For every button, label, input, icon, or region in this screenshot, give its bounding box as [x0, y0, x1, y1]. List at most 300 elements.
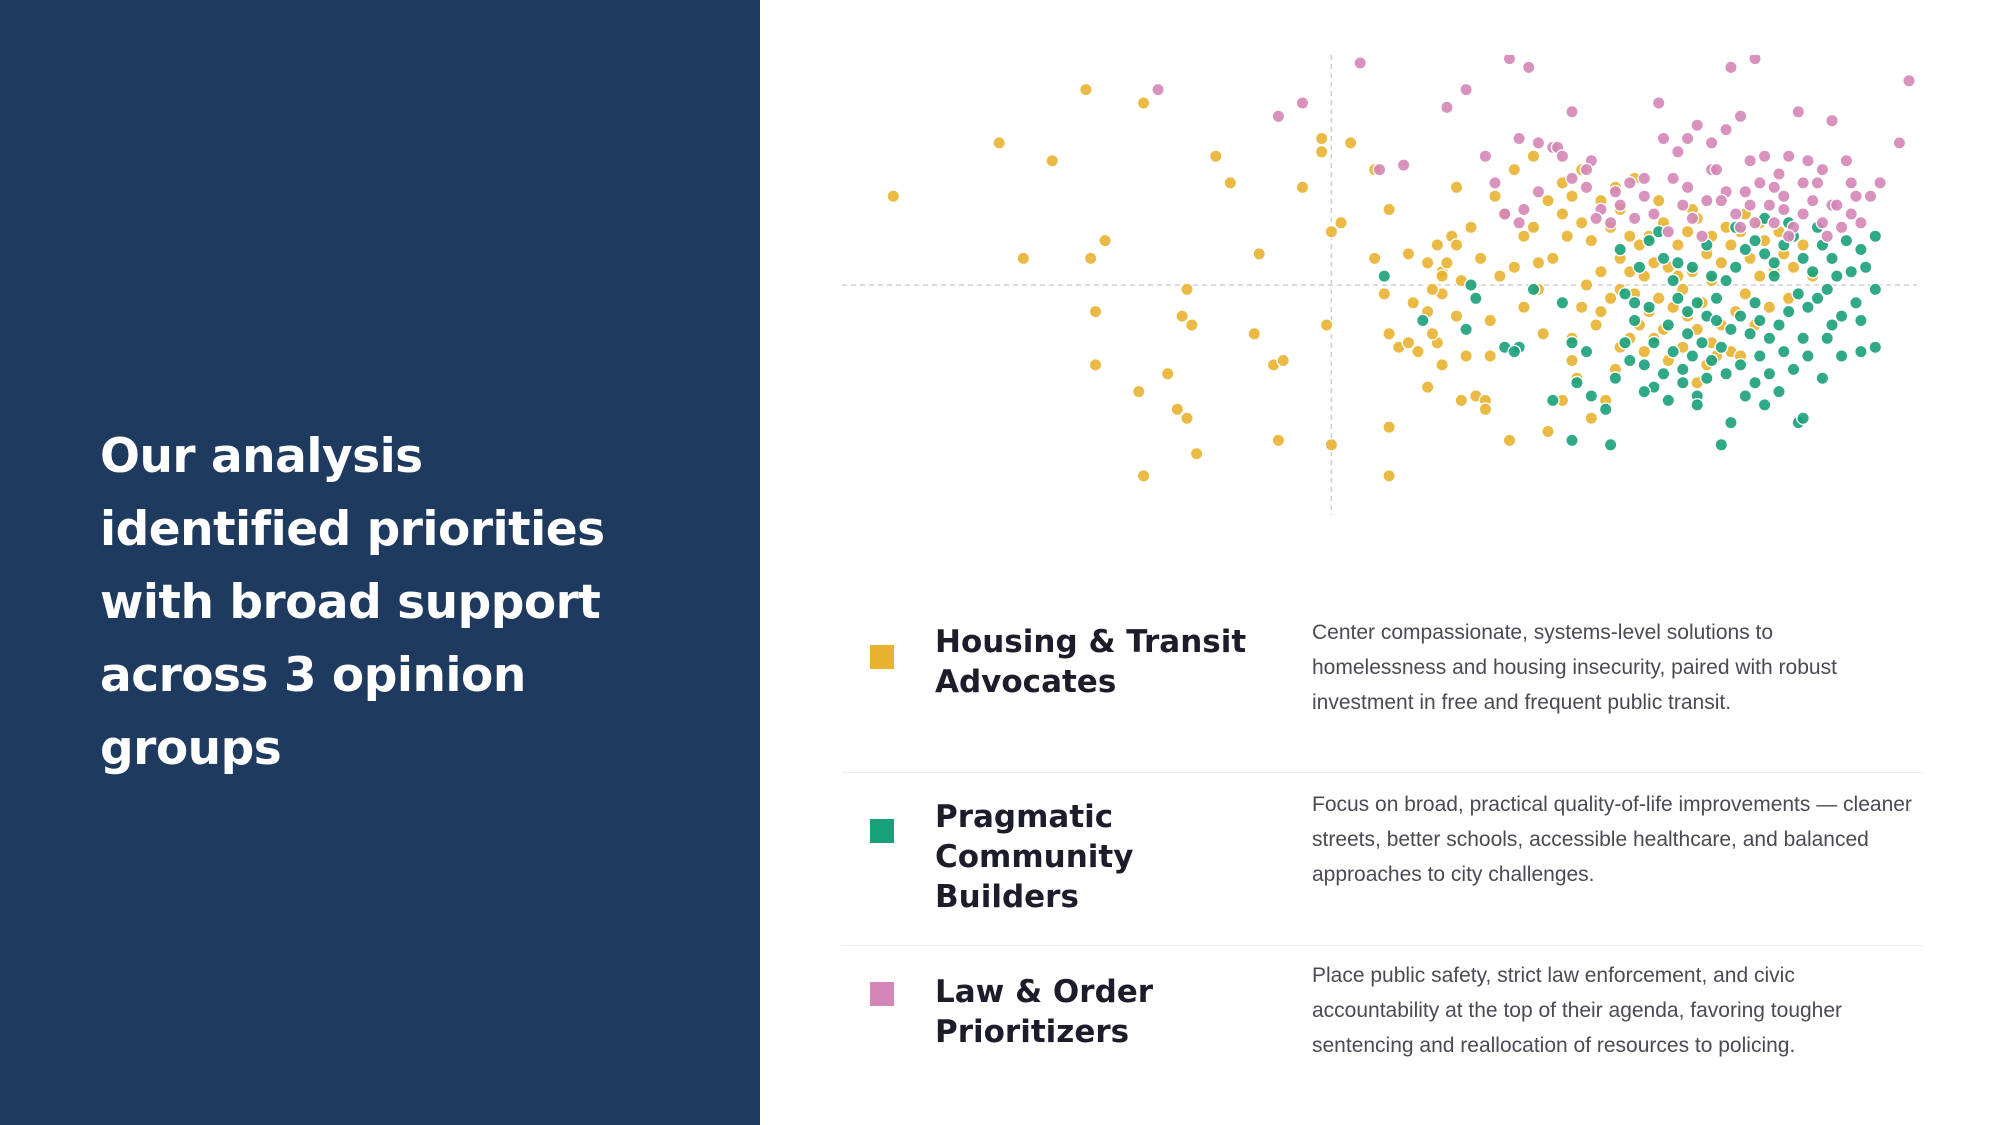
housing-point — [1580, 279, 1592, 291]
law-point — [1734, 110, 1746, 122]
law-point — [1667, 172, 1679, 184]
law-point — [1590, 212, 1602, 224]
pragmatic-point — [1778, 345, 1790, 357]
law-point — [1566, 172, 1578, 184]
pragmatic-point — [1566, 337, 1578, 349]
housing-point — [1412, 345, 1424, 357]
law-point — [1855, 217, 1867, 229]
pragmatic-point — [1734, 310, 1746, 322]
law-point — [1479, 150, 1491, 162]
pragmatic-point — [1648, 337, 1660, 349]
housing-point — [1561, 230, 1573, 242]
pragmatic-point — [1609, 372, 1621, 384]
law-point — [1768, 181, 1780, 193]
law-point — [1523, 61, 1535, 73]
housing-point — [1176, 310, 1188, 322]
law-point — [1797, 208, 1809, 220]
housing-point — [1181, 412, 1193, 424]
pragmatic-point — [1744, 328, 1756, 340]
law-point — [1739, 186, 1751, 198]
pragmatic-point — [1614, 243, 1626, 255]
housing-point — [1190, 448, 1202, 460]
housing-swatch — [870, 645, 894, 669]
law-point — [1835, 221, 1847, 233]
pragmatic-point — [1811, 292, 1823, 304]
law-point — [1701, 194, 1713, 206]
pragmatic-point — [1821, 332, 1833, 344]
law-point — [1749, 55, 1761, 65]
pragmatic-swatch — [870, 819, 894, 843]
law-point — [1730, 208, 1742, 220]
housing-point — [1585, 412, 1597, 424]
pragmatic-point — [1681, 328, 1693, 340]
law-point — [1580, 181, 1592, 193]
housing-point — [1537, 328, 1549, 340]
pragmatic-point — [1773, 385, 1785, 397]
law-point — [1648, 208, 1660, 220]
pragmatic-point — [1840, 234, 1852, 246]
law-point — [1845, 208, 1857, 220]
housing-point — [1715, 257, 1727, 269]
pragmatic-point — [1585, 390, 1597, 402]
pragmatic-point — [1705, 354, 1717, 366]
law-point — [1460, 83, 1472, 95]
housing-point — [1383, 421, 1395, 433]
housing-point — [1450, 181, 1462, 193]
housing-point — [1653, 194, 1665, 206]
housing-point — [993, 137, 1005, 149]
law-point — [1566, 106, 1578, 118]
housing-point — [1672, 239, 1684, 251]
pragmatic-point — [1739, 390, 1751, 402]
pragmatic-point — [1749, 297, 1761, 309]
housing-point — [1248, 328, 1260, 340]
housing-point — [1046, 155, 1058, 167]
pragmatic-point — [1802, 350, 1814, 362]
housing-point — [1494, 270, 1506, 282]
law-point — [1893, 137, 1905, 149]
law-point — [1681, 132, 1693, 144]
housing-point — [1436, 270, 1448, 282]
housing-point — [1763, 301, 1775, 313]
law-point — [1811, 177, 1823, 189]
housing-point — [1566, 190, 1578, 202]
law-point — [1749, 217, 1761, 229]
group-name: Housing & Transit Advocates — [935, 624, 1247, 700]
law-point — [1807, 194, 1819, 206]
pragmatic-point — [1460, 323, 1472, 335]
housing-point — [1421, 381, 1433, 393]
law-point — [1826, 115, 1838, 127]
pragmatic-point — [1465, 279, 1477, 291]
housing-point — [1181, 283, 1193, 295]
housing-point — [887, 190, 899, 202]
housing-point — [1133, 385, 1145, 397]
law-point — [1518, 203, 1530, 215]
pragmatic-point — [1672, 292, 1684, 304]
housing-point — [1426, 328, 1438, 340]
housing-point — [1508, 163, 1520, 175]
law-point — [1754, 177, 1766, 189]
housing-point — [1441, 257, 1453, 269]
pragmatic-point — [1869, 341, 1881, 353]
housing-point — [1484, 314, 1496, 326]
housing-point — [1421, 257, 1433, 269]
pragmatic-point — [1378, 270, 1390, 282]
law-point — [1903, 75, 1915, 87]
pragmatic-point — [1807, 266, 1819, 278]
law-point — [1802, 155, 1814, 167]
housing-point — [1272, 434, 1284, 446]
pragmatic-point — [1604, 439, 1616, 451]
pragmatic-point — [1831, 270, 1843, 282]
pragmatic-point — [1566, 434, 1578, 446]
law-point — [1489, 177, 1501, 189]
housing-point — [1017, 252, 1029, 264]
law-point — [1373, 163, 1385, 175]
pragmatic-point — [1739, 243, 1751, 255]
housing-point — [1089, 359, 1101, 371]
law-point — [1499, 208, 1511, 220]
pragmatic-point — [1763, 368, 1775, 380]
housing-point — [1489, 190, 1501, 202]
housing-point — [1547, 252, 1559, 264]
pragmatic-point — [1754, 350, 1766, 362]
housing-point — [1460, 350, 1472, 362]
pragmatic-point — [1773, 319, 1785, 331]
pragmatic-point — [1677, 377, 1689, 389]
housing-point — [1576, 217, 1588, 229]
law-point — [1831, 199, 1843, 211]
law-point — [1821, 230, 1833, 242]
pragmatic-point — [1768, 270, 1780, 282]
law-point — [1681, 181, 1693, 193]
pragmatic-point — [1657, 368, 1669, 380]
pragmatic-point — [1691, 399, 1703, 411]
headline-panel — [0, 0, 760, 1125]
pragmatic-point — [1821, 283, 1833, 295]
scatter-points — [887, 55, 1915, 482]
pragmatic-point — [1725, 323, 1737, 335]
pragmatic-point — [1797, 252, 1809, 264]
law-point — [1840, 155, 1852, 167]
housing-point — [1474, 252, 1486, 264]
pragmatic-point — [1869, 230, 1881, 242]
pragmatic-point — [1749, 234, 1761, 246]
pragmatic-point — [1730, 261, 1742, 273]
law-point — [1725, 61, 1737, 73]
housing-point — [1224, 177, 1236, 189]
housing-point — [1171, 403, 1183, 415]
housing-point — [1595, 305, 1607, 317]
law-point — [1797, 177, 1809, 189]
law-point — [1556, 150, 1568, 162]
law-point — [1657, 132, 1669, 144]
pragmatic-point — [1749, 377, 1761, 389]
pragmatic-point — [1720, 368, 1732, 380]
law-point — [1609, 186, 1621, 198]
pragmatic-point — [1696, 337, 1708, 349]
law-point — [1272, 110, 1284, 122]
housing-point — [1210, 150, 1222, 162]
housing-point — [1080, 83, 1092, 95]
housing-point — [1576, 301, 1588, 313]
pragmatic-point — [1571, 377, 1583, 389]
pragmatic-point — [1686, 350, 1698, 362]
law-point — [1763, 199, 1775, 211]
housing-point — [1137, 97, 1149, 109]
pragmatic-point — [1624, 354, 1636, 366]
pragmatic-point — [1600, 403, 1612, 415]
housing-point — [1590, 319, 1602, 331]
pragmatic-point — [1686, 261, 1698, 273]
group-legend — [842, 600, 1924, 1118]
law-point — [1816, 217, 1828, 229]
pragmatic-point — [1792, 288, 1804, 300]
pragmatic-point — [1667, 274, 1679, 286]
pragmatic-point — [1470, 292, 1482, 304]
law-point — [1354, 57, 1366, 69]
housing-point — [1378, 288, 1390, 300]
housing-point — [1450, 239, 1462, 251]
group-description: Place public safety, strict law enforcement, and civic accountability at the top of their agenda, favoring tougher sentencing and reallocation of resources to policing. — [1312, 964, 1843, 1057]
pragmatic-point — [1816, 372, 1828, 384]
pragmatic-point — [1643, 234, 1655, 246]
pragmatic-point — [1677, 363, 1689, 375]
law-point — [1778, 190, 1790, 202]
law-point — [1768, 217, 1780, 229]
pragmatic-point — [1628, 314, 1640, 326]
housing-point — [1503, 434, 1515, 446]
housing-point — [1532, 257, 1544, 269]
housing-point — [1089, 305, 1101, 317]
law-point — [1296, 97, 1308, 109]
pragmatic-point — [1855, 314, 1867, 326]
pragmatic-point — [1835, 350, 1847, 362]
law-point — [1614, 199, 1626, 211]
housing-point — [1320, 319, 1332, 331]
law-point — [1783, 150, 1795, 162]
law-point — [1532, 186, 1544, 198]
group-description: Center compassionate, systems-level solutions to homelessness and housing insecurity, paired with robust investment in free and frequent public transit. — [1312, 621, 1837, 714]
law-point — [1816, 163, 1828, 175]
law-point — [1734, 221, 1746, 233]
law-point — [1874, 177, 1886, 189]
law-point — [1152, 83, 1164, 95]
pragmatic-point — [1701, 372, 1713, 384]
pragmatic-point — [1855, 345, 1867, 357]
pragmatic-point — [1768, 257, 1780, 269]
law-point — [1580, 163, 1592, 175]
pragmatic-point — [1869, 283, 1881, 295]
housing-point — [1383, 203, 1395, 215]
housing-point — [1296, 181, 1308, 193]
pragmatic-point — [1638, 359, 1650, 371]
scatter-chart — [842, 55, 1917, 515]
pragmatic-point — [1662, 319, 1674, 331]
housing-point — [1316, 132, 1328, 144]
headline: Our analysis identified priorities with broad support across 3 opinion groups — [100, 429, 605, 776]
law-point — [1653, 97, 1665, 109]
pragmatic-point — [1710, 292, 1722, 304]
group-row-law — [842, 946, 1924, 1118]
housing-point — [1638, 345, 1650, 357]
pragmatic-point — [1797, 332, 1809, 344]
housing-point — [1402, 248, 1414, 260]
housing-point — [1431, 239, 1443, 251]
housing-point — [1479, 403, 1491, 415]
group-description: Focus on broad, practical quality-of-life improvements — cleaner streets, better schools, accessible healthcare, and balanced approaches to city challenges. — [1312, 793, 1912, 886]
pragmatic-point — [1556, 297, 1568, 309]
law-point — [1696, 230, 1708, 242]
housing-point — [1316, 146, 1328, 158]
pragmatic-point — [1758, 399, 1770, 411]
law-point — [1845, 177, 1857, 189]
law-point — [1686, 212, 1698, 224]
pragmatic-point — [1715, 341, 1727, 353]
housing-point — [1162, 368, 1174, 380]
pragmatic-point — [1657, 252, 1669, 264]
law-point — [1604, 217, 1616, 229]
pragmatic-point — [1758, 248, 1770, 260]
pragmatic-point — [1855, 243, 1867, 255]
housing-point — [1085, 252, 1097, 264]
housing-point — [1527, 150, 1539, 162]
housing-point — [1653, 292, 1665, 304]
housing-point — [1739, 288, 1751, 300]
pragmatic-point — [1725, 416, 1737, 428]
pragmatic-point — [1672, 257, 1684, 269]
housing-point — [1527, 221, 1539, 233]
pragmatic-point — [1850, 297, 1862, 309]
law-point — [1720, 123, 1732, 135]
housing-point — [1369, 252, 1381, 264]
pragmatic-point — [1787, 363, 1799, 375]
law-point — [1638, 190, 1650, 202]
housing-point — [1681, 226, 1693, 238]
housing-point — [1253, 248, 1265, 260]
pragmatic-point — [1619, 337, 1631, 349]
housing-point — [1383, 470, 1395, 482]
housing-point — [1754, 270, 1766, 282]
housing-point — [1465, 221, 1477, 233]
pragmatic-point — [1720, 274, 1732, 286]
law-point — [1758, 150, 1770, 162]
law-point — [1441, 101, 1453, 113]
housing-point — [1518, 230, 1530, 242]
law-point — [1677, 199, 1689, 211]
housing-point — [1455, 394, 1467, 406]
pragmatic-point — [1633, 261, 1645, 273]
housing-point — [1277, 354, 1289, 366]
pragmatic-point — [1734, 359, 1746, 371]
housing-point — [1344, 137, 1356, 149]
law-point — [1691, 119, 1703, 131]
housing-point — [1518, 301, 1530, 313]
law-point — [1624, 177, 1636, 189]
pragmatic-point — [1527, 283, 1539, 295]
housing-point — [1604, 292, 1616, 304]
housing-point — [1383, 328, 1395, 340]
housing-point — [1426, 283, 1438, 295]
pragmatic-point — [1860, 261, 1872, 273]
law-point — [1672, 146, 1684, 158]
housing-point — [1402, 337, 1414, 349]
housing-point — [1484, 350, 1496, 362]
law-point — [1792, 106, 1804, 118]
housing-point — [1725, 239, 1737, 251]
law-point — [1503, 55, 1515, 65]
housing-point — [1508, 261, 1520, 273]
pragmatic-point — [1643, 301, 1655, 313]
housing-point — [1186, 319, 1198, 331]
pragmatic-point — [1783, 305, 1795, 317]
law-point — [1710, 163, 1722, 175]
pragmatic-point — [1508, 345, 1520, 357]
housing-point — [1137, 470, 1149, 482]
pragmatic-point — [1797, 412, 1809, 424]
law-swatch — [870, 982, 894, 1006]
pragmatic-point — [1580, 345, 1592, 357]
housing-point — [1335, 217, 1347, 229]
group-row-housing — [842, 600, 1924, 773]
housing-point — [1325, 226, 1337, 238]
pragmatic-point — [1754, 314, 1766, 326]
housing-point — [1595, 266, 1607, 278]
pragmatic-point — [1705, 270, 1717, 282]
law-point — [1662, 226, 1674, 238]
pragmatic-point — [1619, 288, 1631, 300]
group-row-pragmatic — [842, 773, 1924, 946]
pragmatic-point — [1710, 314, 1722, 326]
group-name: Pragmatic Community Builders — [935, 799, 1134, 915]
pragmatic-point — [1628, 297, 1640, 309]
housing-point — [1436, 359, 1448, 371]
housing-point — [1325, 439, 1337, 451]
law-point — [1628, 212, 1640, 224]
pragmatic-point — [1638, 385, 1650, 397]
pragmatic-point — [1845, 266, 1857, 278]
housing-point — [1542, 425, 1554, 437]
housing-point — [1556, 208, 1568, 220]
law-point — [1773, 168, 1785, 180]
law-point — [1744, 199, 1756, 211]
law-point — [1850, 190, 1862, 202]
housing-point — [1566, 354, 1578, 366]
housing-point — [1407, 297, 1419, 309]
law-point — [1638, 172, 1650, 184]
pragmatic-point — [1802, 301, 1814, 313]
pragmatic-point — [1826, 252, 1838, 264]
law-point — [1864, 190, 1876, 202]
law-point — [1778, 203, 1790, 215]
housing-point — [1099, 234, 1111, 246]
law-point — [1397, 159, 1409, 171]
law-point — [1513, 217, 1525, 229]
pragmatic-point — [1417, 314, 1429, 326]
group-name: Law & Order Prioritizers — [935, 974, 1154, 1050]
pragmatic-point — [1691, 297, 1703, 309]
pragmatic-point — [1835, 310, 1847, 322]
housing-point — [1450, 310, 1462, 322]
housing-point — [1585, 234, 1597, 246]
law-point — [1744, 155, 1756, 167]
pragmatic-point — [1763, 332, 1775, 344]
law-point — [1715, 194, 1727, 206]
pragmatic-point — [1662, 394, 1674, 406]
pragmatic-point — [1667, 345, 1679, 357]
pragmatic-point — [1826, 319, 1838, 331]
